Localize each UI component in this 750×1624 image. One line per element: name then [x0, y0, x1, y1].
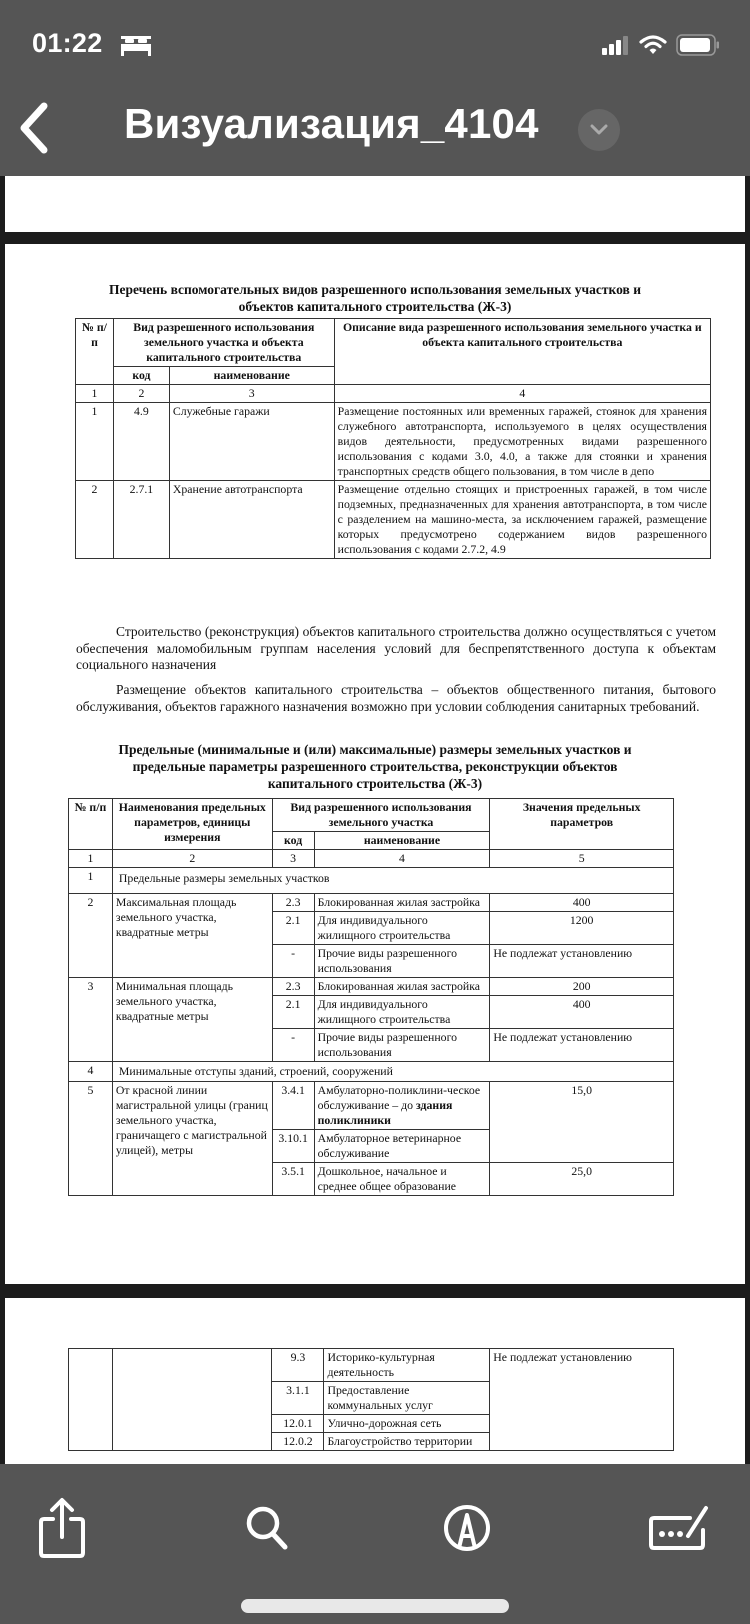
row-name: Хранение автотранспорта — [169, 481, 334, 559]
status-time: 01:22 — [32, 28, 103, 58]
row-num: 1 — [69, 868, 113, 894]
row-name-bold: здания поликлиники — [317, 1098, 453, 1127]
table2-title-line2: предельные параметры разрешенного строительства, реконструкции объектов — [132, 759, 618, 774]
row-code: - — [272, 1029, 314, 1062]
paragraph-sanitary — [76, 682, 716, 715]
row-name: Прочие виды разрешенного использования — [314, 1029, 490, 1062]
row-value: 15,0 — [490, 1082, 674, 1163]
header-param: Наименования предельных параметров, единицы измерения — [112, 799, 272, 850]
row-code: 2.1 — [272, 912, 314, 945]
signature-icon — [648, 1504, 712, 1552]
header-num: № п/п — [76, 319, 114, 385]
row-name: Историко-культурная деятельность — [324, 1349, 490, 1382]
col-number: 1 — [76, 385, 114, 403]
row-value: 400 — [490, 996, 674, 1029]
paragraph-text: Размещение объектов капитального строительства – объектов общественного питания, бытового обслуживания, объектов гаражного назначения возможно при условии соблюдения санитарных требований. — [76, 682, 716, 714]
document-viewer[interactable] — [0, 176, 750, 1464]
wifi-icon — [639, 35, 667, 55]
bed-icon — [120, 34, 152, 56]
column-numbers-row — [76, 385, 711, 403]
share-icon — [36, 1497, 88, 1559]
search-button[interactable] — [238, 1498, 298, 1558]
table-row — [76, 403, 711, 481]
row-value: 400 — [490, 894, 674, 912]
row-value: 200 — [490, 978, 674, 996]
row-name: Блокированная жилая застройка — [314, 894, 490, 912]
table1-title-line1: Перечень вспомогательных видов разрешенного использования земельных участков и — [109, 282, 641, 297]
top-bar — [0, 0, 750, 176]
col-number: 5 — [490, 850, 674, 868]
row-value: Не подлежат установлению — [490, 1029, 674, 1062]
current-page — [5, 244, 745, 1284]
row-num: 2 — [69, 894, 113, 978]
row-name — [314, 1082, 490, 1130]
markup-icon — [442, 1503, 492, 1553]
row-name: Служебные гаражи — [169, 403, 334, 481]
row-num — [69, 1349, 113, 1451]
row-code: 2.1 — [272, 996, 314, 1029]
document-title[interactable]: Визуализация_4104 — [124, 100, 539, 147]
row-value: 25,0 — [490, 1163, 674, 1196]
row-name: Для индивидуального жилищного строительства — [314, 912, 490, 945]
table2-title-line3: капитального строительства (Ж-3) — [267, 776, 483, 791]
previous-page — [5, 176, 745, 232]
section-label: Предельные размеры земельных участков — [112, 868, 673, 894]
row-name: Блокированная жилая застройка — [314, 978, 490, 996]
limit-parameters-table-continued — [68, 1348, 674, 1451]
row-num: 1 — [76, 403, 114, 481]
signature-button[interactable] — [645, 1498, 715, 1558]
next-page — [5, 1298, 745, 1464]
row-code: 9.3 — [272, 1349, 324, 1382]
row-description: Размещение постоянных или временных гаражей, стоянок для хранения служебного автотранспорта, используемого в целях осуществления видов деятельности, предусмотренных видами разрешенного использования с кодами 3.0, 4.0, а также для стоянки и хранения транспортных средств общего пользования, в том числе в депо — [334, 403, 710, 481]
row-value: Не подлежат установлению — [490, 1349, 674, 1451]
row-num: 4 — [69, 1062, 113, 1082]
col-number: 4 — [314, 850, 490, 868]
header-name: наименование — [314, 832, 490, 850]
row-name: Дошкольное, начальное и среднее общее образование — [314, 1163, 490, 1196]
row-code: 3.4.1 — [272, 1082, 314, 1130]
markup-button[interactable] — [437, 1498, 497, 1558]
row-name: Прочие виды разрешенного использования — [314, 945, 490, 978]
limit-parameters-table — [68, 798, 674, 1196]
row-param: Минимальная площадь земельного участка, квадратные метры — [112, 978, 272, 1062]
table-row — [76, 481, 711, 559]
search-icon — [244, 1504, 292, 1552]
section-label: Минимальные отступы зданий, строений, сооружений — [112, 1062, 673, 1082]
row-name: Для индивидуального жилищного строительства — [314, 996, 490, 1029]
row-name: Предоставление коммунальных услуг — [324, 1382, 490, 1415]
row-description: Размещение отдельно стоящих и пристроенных гаражей, в том числе подземных, предназначенных для хранения автотранспорта, в том числе с разделением на машино-места, за исключением гаражей, размещение которых предусмотрено содержанием видов разрешенного использования с кодами 2.7.2, 4.9 — [334, 481, 710, 559]
header-num: № п/п — [69, 799, 113, 850]
row-name: Благоустройство территории — [324, 1433, 490, 1451]
header-name: наименование — [169, 367, 334, 385]
share-button[interactable] — [32, 1498, 92, 1558]
status-icons — [602, 34, 720, 56]
row-code: 2.3 — [272, 978, 314, 996]
col-number: 3 — [169, 385, 334, 403]
header-code: код — [113, 367, 169, 385]
row-param — [112, 1349, 272, 1451]
home-indicator[interactable] — [241, 1599, 509, 1613]
table2-title — [65, 741, 685, 792]
section-row — [69, 1062, 674, 1082]
row-value: 1200 — [490, 912, 674, 945]
paragraph-text: Строительство (реконструкция) объектов капитального строительства должно осуществляться с учетом обеспечения маломобильным группам населения условий для беспрепятственного доступа к объектам социального назначения — [76, 624, 716, 672]
row-param: Максимальная площадь земельного участка, квадратные метры — [112, 894, 272, 978]
table-row — [69, 978, 674, 996]
table-row — [69, 1082, 674, 1130]
row-name-regular: Амбулаторно-поликлини-ческое обслуживание – до — [317, 1083, 481, 1112]
col-number: 2 — [112, 850, 272, 868]
col-number: 4 — [334, 385, 710, 403]
row-code: 2.3 — [272, 894, 314, 912]
table-row — [69, 894, 674, 912]
row-param: От красной линии магистральной улицы (границ земельного участка, граничащего с магистральной улицей), метры — [112, 1082, 272, 1196]
title-menu-button[interactable] — [578, 109, 620, 151]
row-code: 12.0.2 — [272, 1433, 324, 1451]
header-kind: Вид разрешенного использования земельного участка — [272, 799, 490, 832]
row-code: 4.9 — [113, 403, 169, 481]
signal-icon — [602, 35, 630, 55]
auxiliary-uses-table — [75, 318, 711, 559]
col-number: 3 — [272, 850, 314, 868]
row-num: 5 — [69, 1082, 113, 1196]
table1-title — [65, 281, 685, 315]
paragraph-accessibility — [76, 624, 716, 674]
row-code: 3.5.1 — [272, 1163, 314, 1196]
header-kind: Вид разрешенного использования земельного участка и объекта капитального строительства — [113, 319, 334, 367]
header-value: Значения предельных параметров — [490, 799, 674, 850]
table1-title-line2: объектов капитального строительства (Ж-3) — [238, 299, 512, 314]
back-button[interactable] — [14, 100, 54, 156]
row-code: 3.1.1 — [272, 1382, 324, 1415]
row-code: 12.0.1 — [272, 1415, 324, 1433]
row-num: 2 — [76, 481, 114, 559]
table2-title-line1: Предельные (минимальные и (или) максимальные) размеры земельных участков и — [118, 742, 632, 757]
row-code: - — [272, 945, 314, 978]
col-number: 2 — [113, 385, 169, 403]
row-name: Амбулаторное ветеринарное обслуживание — [314, 1130, 490, 1163]
row-code: 3.10.1 — [272, 1130, 314, 1163]
header-code: код — [272, 832, 314, 850]
column-numbers-row — [69, 850, 674, 868]
row-value: Не подлежат установлению — [490, 945, 674, 978]
row-code: 2.7.1 — [113, 481, 169, 559]
table-row — [69, 1349, 674, 1382]
battery-icon — [676, 34, 720, 56]
header-description: Описание вида разрешенного использования земельного участка и объекта капитального строительства — [334, 319, 710, 385]
col-number: 1 — [69, 850, 113, 868]
row-num: 3 — [69, 978, 113, 1062]
row-name: Улично-дорожная сеть — [324, 1415, 490, 1433]
section-row — [69, 868, 674, 894]
chevron-down-icon — [589, 123, 609, 137]
